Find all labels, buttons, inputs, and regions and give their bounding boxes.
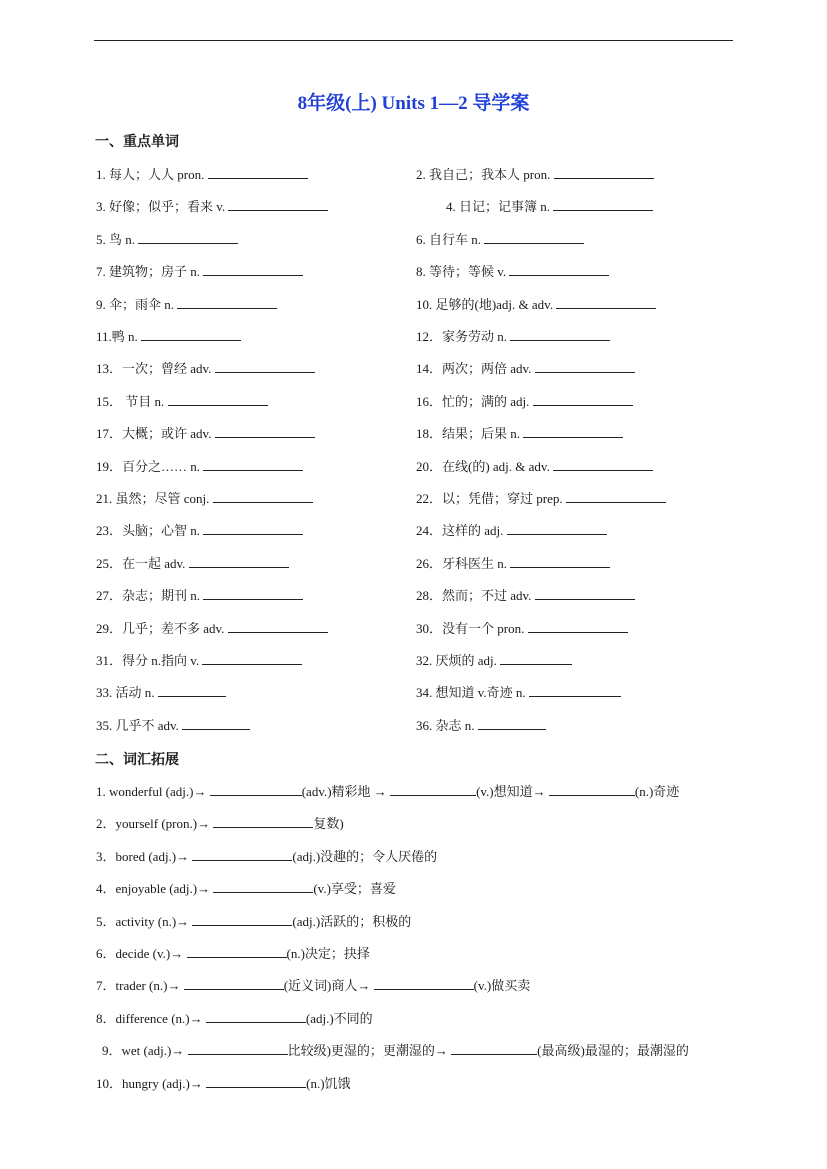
vocab-item <box>96 229 238 248</box>
expansion-text: (adj.)没趣的；令人厌倦的 <box>292 848 438 864</box>
answer-blank[interactable] <box>451 1044 537 1055</box>
vocab-item <box>416 585 635 604</box>
vocab-prompt: 13．一次；曾经 adv. <box>96 361 215 377</box>
vocab-prompt: 26．牙科医生 n. <box>416 555 511 571</box>
vocab-item <box>416 650 572 669</box>
answer-blank[interactable] <box>500 654 572 665</box>
vocab-item <box>416 456 653 475</box>
vocab-prompt: 20．在线(的) adj. & adv. <box>416 458 554 474</box>
answer-blank[interactable] <box>528 622 628 633</box>
section2-heading: 二、词汇拓展 <box>95 753 179 768</box>
vocab-prompt: 21. 虽然；尽管 conj. <box>96 491 213 506</box>
expansion-text: 8．difference (n.)→ <box>96 1010 203 1026</box>
answer-blank[interactable] <box>188 1044 288 1055</box>
vocab-prompt: 28．然而；不过 adv. <box>416 588 535 604</box>
vocab-prompt: 24．这样的 adj. <box>416 523 507 539</box>
header-rule <box>94 40 733 41</box>
vocab-item <box>416 553 610 572</box>
vocab-prompt: 6. 自行车 n. <box>416 231 485 247</box>
answer-blank[interactable] <box>206 1012 306 1023</box>
vocab-prompt: 31．得分 n.指向 v. <box>96 653 203 668</box>
answer-blank[interactable] <box>203 524 303 535</box>
vocab-item <box>96 456 303 475</box>
vocab-prompt: 3. 好像；似乎；看来 v. <box>96 199 229 215</box>
answer-blank[interactable] <box>535 589 635 600</box>
expansion-item <box>96 846 437 865</box>
answer-blank[interactable] <box>206 1077 306 1088</box>
vocab-item <box>416 358 635 377</box>
vocab-prompt: 29．几乎；差不多 adv. <box>96 620 228 636</box>
expansion-text: 9．wet (adj.)→ <box>102 1043 185 1059</box>
expansion-item <box>96 943 370 962</box>
expansion-text: (adj.)不同的 <box>305 1010 373 1026</box>
vocab-item <box>96 553 289 572</box>
expansion-text: 3．bored (adj.)→ <box>96 848 190 864</box>
vocab-prompt: 14．两次；两倍 adv. <box>416 361 535 377</box>
answer-blank[interactable] <box>138 233 238 244</box>
vocab-item <box>416 229 584 248</box>
answer-blank[interactable] <box>533 395 633 406</box>
vocab-item <box>416 294 656 313</box>
vocab-prompt: 23．头脑；心智 n. <box>96 523 204 539</box>
expansion-text: (n.)饥饿 <box>306 1075 351 1091</box>
vocab-prompt: 25．在一起 adv. <box>96 555 189 571</box>
expansion-text: (v.)想知道→ <box>476 784 546 799</box>
answer-blank[interactable] <box>553 460 653 471</box>
vocab-item <box>96 488 313 507</box>
answer-blank[interactable] <box>177 298 277 309</box>
answer-blank[interactable] <box>553 200 653 211</box>
expansion-text: 比较级)更湿的；更潮湿的→ <box>287 1043 448 1059</box>
answer-blank[interactable] <box>203 460 303 471</box>
vocab-prompt: 34. 想知道 v.奇迹 n. <box>416 685 529 701</box>
vocab-prompt: 5. 鸟 n. <box>96 231 139 247</box>
answer-blank[interactable] <box>215 427 315 438</box>
answer-blank[interactable] <box>510 557 610 568</box>
answer-blank[interactable] <box>141 330 241 341</box>
answer-blank[interactable] <box>510 330 610 341</box>
expansion-text: 10．hungry (adj.)→ <box>96 1075 203 1091</box>
answer-blank[interactable] <box>213 817 313 828</box>
answer-blank[interactable] <box>228 200 328 211</box>
vocab-item <box>416 715 546 734</box>
answer-blank[interactable] <box>478 719 546 730</box>
expansion-item <box>102 1040 689 1059</box>
vocab-item <box>96 650 302 669</box>
answer-blank[interactable] <box>213 882 313 893</box>
answer-blank[interactable] <box>189 557 289 568</box>
vocab-item <box>96 520 303 539</box>
vocab-item <box>416 261 609 280</box>
expansion-text: 6．decide (v.)→ <box>96 946 184 961</box>
vocab-prompt: 4. 日记；记事簿 n. <box>446 199 554 215</box>
vocab-item <box>96 358 315 377</box>
vocab-item <box>96 715 250 734</box>
vocab-prompt: 2. 我自己；我本人 pron. <box>416 167 554 182</box>
vocab-item <box>96 618 328 637</box>
answer-blank[interactable] <box>158 686 226 697</box>
vocab-prompt: 8. 等待；等候 v. <box>416 264 510 280</box>
expansion-text: (近义词)商人→ <box>283 978 371 994</box>
vocab-item <box>96 585 303 604</box>
answer-blank[interactable] <box>215 362 315 373</box>
vocab-item <box>96 391 268 410</box>
answer-blank[interactable] <box>210 785 302 796</box>
answer-blank[interactable] <box>566 492 666 503</box>
expansion-text: (n.)决定；抉择 <box>286 946 370 961</box>
vocab-item <box>416 520 607 539</box>
answer-blank[interactable] <box>523 427 623 438</box>
expansion-item <box>96 975 530 994</box>
vocab-prompt: 33. 活动 n. <box>96 685 158 701</box>
vocab-prompt: 30．没有一个 pron. <box>416 620 528 636</box>
vocab-item <box>416 391 633 410</box>
vocab-item <box>96 261 303 280</box>
answer-blank[interactable] <box>184 979 284 990</box>
answer-blank[interactable] <box>192 915 292 926</box>
expansion-text: (adv.)精彩地 → <box>301 784 387 799</box>
vocab-prompt: 17．大概；或许 adv. <box>96 426 215 442</box>
vocab-prompt: 22．以；凭借；穿过 prep. <box>416 491 566 506</box>
answer-blank[interactable] <box>535 362 635 373</box>
answer-blank[interactable] <box>554 168 654 179</box>
answer-blank[interactable] <box>213 492 313 503</box>
expansion-text: 2．yourself (pron.)→ <box>96 816 211 832</box>
vocab-item <box>416 488 666 507</box>
answer-blank[interactable] <box>203 589 303 600</box>
expansion-text: (n.)奇迹 <box>634 784 680 799</box>
expansion-item <box>96 1008 373 1027</box>
vocab-item <box>416 326 610 345</box>
answer-blank[interactable] <box>192 850 292 861</box>
vocab-item <box>96 326 241 345</box>
answer-blank[interactable] <box>390 785 476 796</box>
vocab-prompt: 35. 几乎不 adv. <box>96 717 183 733</box>
answer-blank[interactable] <box>484 233 584 244</box>
expansion-text: 7．trader (n.)→ <box>96 978 181 994</box>
answer-blank[interactable] <box>507 524 607 535</box>
vocab-prompt: 18．结果；后果 n. <box>416 426 524 442</box>
answer-blank[interactable] <box>208 168 308 179</box>
page-title: 8年级(上) Units 1—2 导学案 <box>297 93 530 114</box>
expansion-text: (adj.)活跃的；积极的 <box>292 913 412 929</box>
vocab-item <box>96 196 328 215</box>
expansion-text: 1. wonderful (adj.)→ <box>96 784 207 799</box>
answer-blank[interactable] <box>549 785 635 796</box>
answer-blank[interactable] <box>202 654 302 665</box>
answer-blank[interactable] <box>529 686 621 697</box>
expansion-item <box>96 813 344 832</box>
answer-blank[interactable] <box>168 395 268 406</box>
vocab-prompt: 15． 节目 n. <box>96 393 168 409</box>
vocab-prompt: 12．家务劳动 n. <box>416 329 511 344</box>
answer-blank[interactable] <box>374 979 474 990</box>
vocab-item <box>416 618 628 637</box>
answer-blank[interactable] <box>182 719 250 730</box>
vocab-item <box>96 682 226 701</box>
vocab-item <box>96 294 277 313</box>
expansion-text: 5．activity (n.)→ <box>96 913 190 929</box>
expansion-text: (v.)享受；喜爱 <box>313 881 396 897</box>
expansion-text: 4．enjoyable (adj.)→ <box>96 881 211 897</box>
vocab-item <box>446 196 653 215</box>
vocab-prompt: 11.鸭 n. <box>96 329 142 344</box>
vocab-prompt: 32. 厌烦的 adj. <box>416 653 501 668</box>
vocab-prompt: 16．忙的；满的 adj. <box>416 393 533 409</box>
vocab-prompt: 7. 建筑物；房子 n. <box>96 264 204 280</box>
vocab-prompt: 27．杂志；期刊 n. <box>96 588 204 604</box>
vocab-prompt: 19．百分之…… n. <box>96 458 204 474</box>
vocab-item <box>416 423 623 442</box>
vocab-item <box>416 682 621 701</box>
expansion-item <box>96 781 679 800</box>
vocab-prompt: 10. 足够的(地)adj. & adv. <box>416 296 557 312</box>
answer-blank[interactable] <box>556 298 656 309</box>
expansion-text: (v.)做买卖 <box>473 978 531 994</box>
vocab-prompt: 9. 伞；雨伞 n. <box>96 296 178 312</box>
vocab-prompt: 36. 杂志 n. <box>416 717 478 733</box>
expansion-item <box>96 911 411 930</box>
vocab-item <box>416 164 654 183</box>
section1-heading: 一、重点单词 <box>95 135 179 150</box>
vocab-prompt: 1. 每人；人人 pron. <box>96 167 208 182</box>
expansion-text: (最高级)最湿的；最潮湿的 <box>537 1043 689 1059</box>
answer-blank[interactable] <box>509 265 609 276</box>
expansion-item <box>96 1073 351 1092</box>
expansion-item <box>96 878 396 897</box>
vocab-item <box>96 423 315 442</box>
answer-blank[interactable] <box>203 265 303 276</box>
answer-blank[interactable] <box>187 947 287 958</box>
expansion-text: 复数) <box>313 816 344 832</box>
answer-blank[interactable] <box>228 622 328 633</box>
vocab-item <box>96 164 308 183</box>
